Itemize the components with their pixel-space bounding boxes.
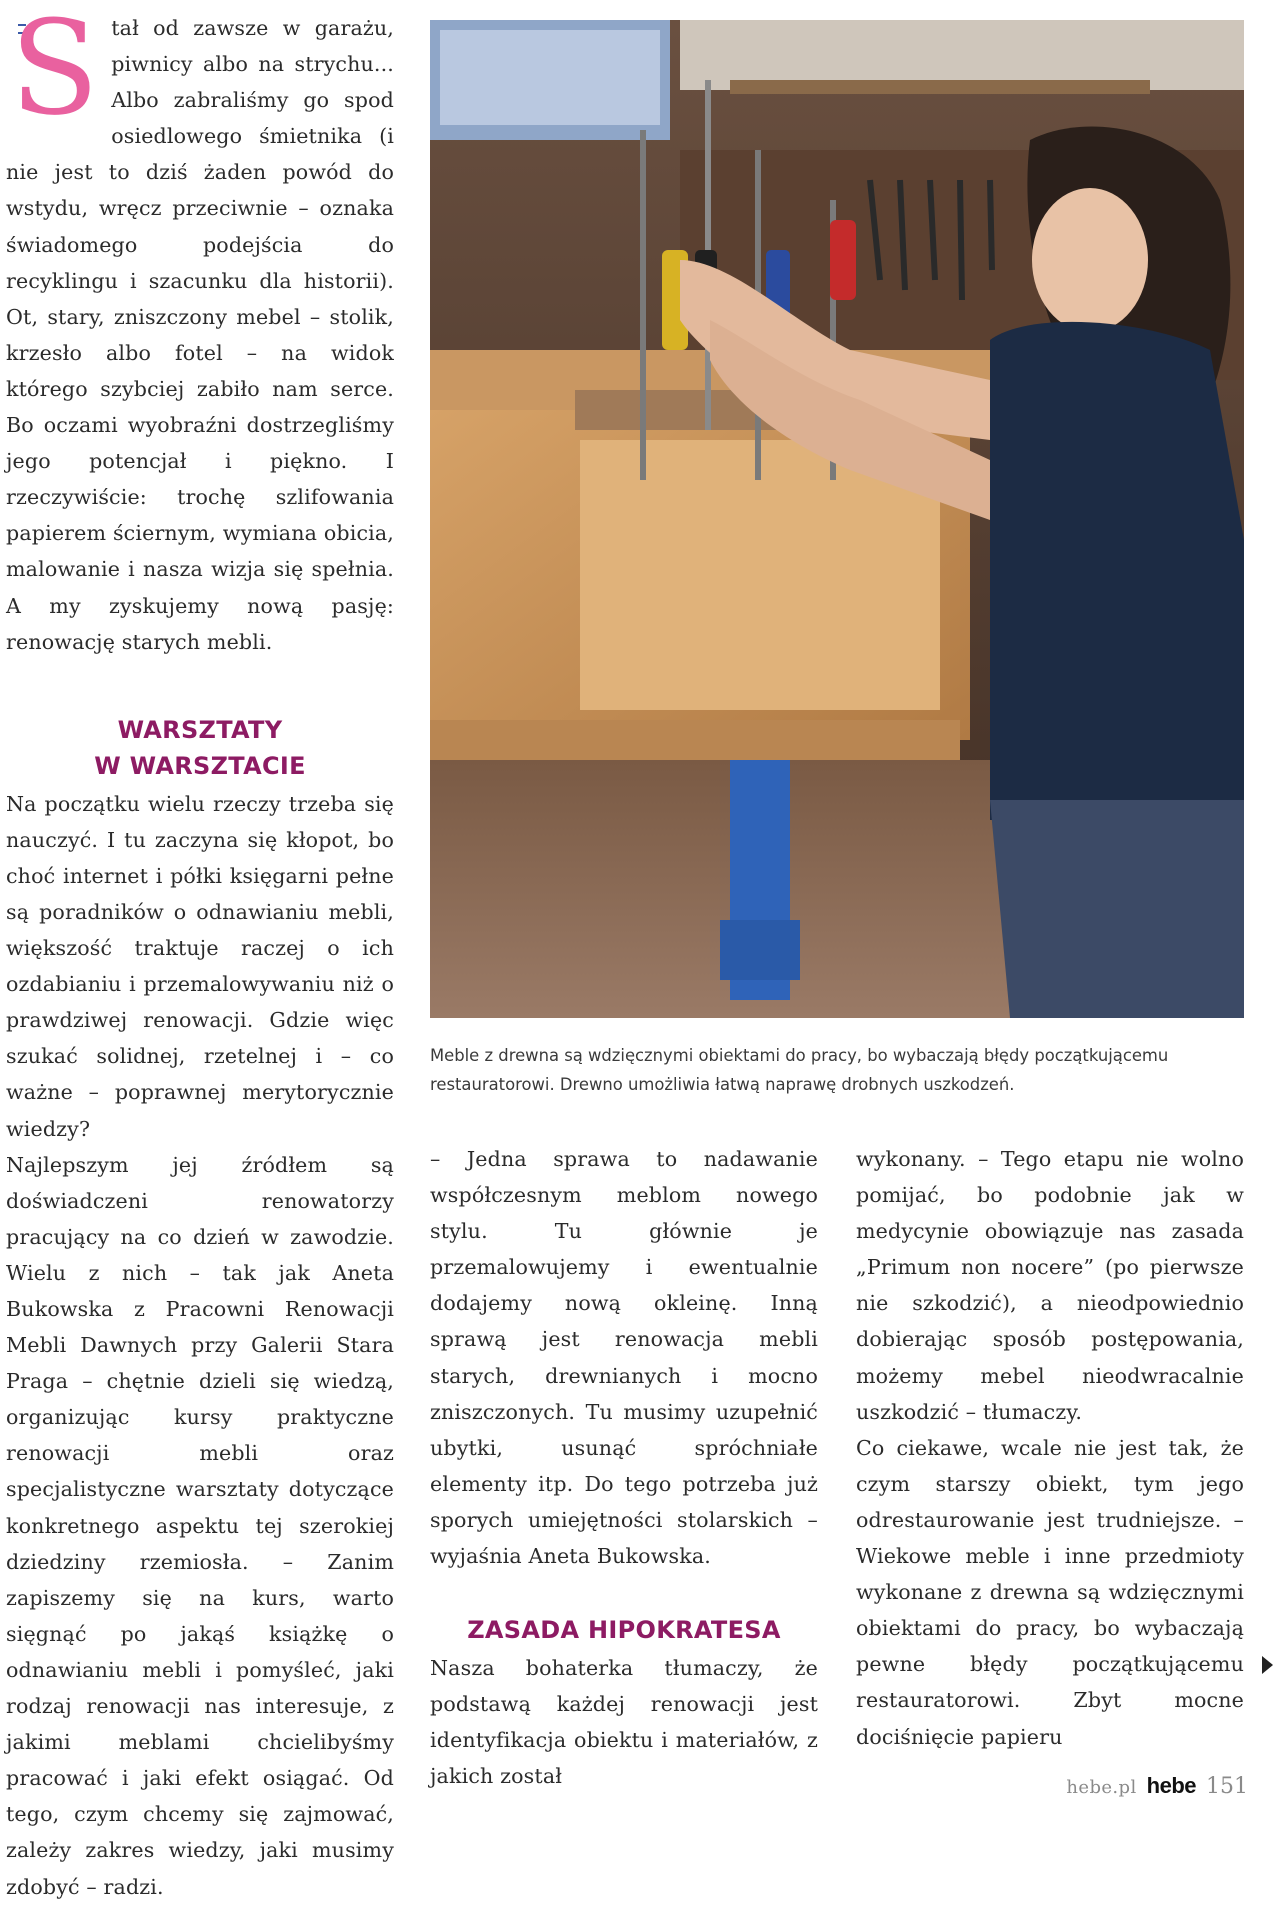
article-column-3 [856, 1141, 1244, 1755]
paragraph: – Jedna sprawa to nadawanie współczesnym meblom nowego stylu. Tu głównie je przemalowujemy i ewentualnie dodajemy nową okleinę. Inną sprawą jest renowacja mebli starych, drewnianych i mocno zniszczonych. Tu musimy uzupełnić ubytki, usunąć spróchniałe elementy itp. Do tego potrzeba już sporych umiejętności stolarskich – wyjaśnia Aneta Bukowska. [430, 1147, 818, 1569]
photo-caption: Meble z drewna są wdzięcznymi obiektami do pracy, bo wybaczają błędy początkującemu restauratorowi. Drewno umożliwia łatwą naprawę drobnych uszkodzeń. [430, 1046, 1169, 1094]
paragraph: Nasza bohaterka tłumaczy, że podstawą każdej renowacji jest identyfikacja obiektu i materiałów, z jakich został [430, 1656, 818, 1789]
drop-cap: S [10, 0, 100, 144]
section-heading-hipokratesa: ZASADA HIPOKRATESA [467, 1616, 781, 1645]
paragraph: wykonany. – Tego etapu nie wolno pomijać, bo podobnie jak w medycynie obowiązuje nas zasada „Primum non nocere” (po pierwsze nie szkodzić), a nieodpowiednio dobierając sposób postępowania, możemy mebel nieodwracalnie uszkodzić – tłumaczy. [856, 1147, 1244, 1424]
article-column-2 [430, 1141, 818, 1795]
paragraph: Co ciekawe, wcale nie jest tak, że czym starszy obiekt, tym jego odrestaurowanie jest trudniejsze. – Wiekowe meble i inne przedmioty wykonane z drewna są wdzięcznymi obiektami do pracy, bo wybaczają pewne błędy początkującemu restauratorowi. Zbyt mocne dociśnięcie papieru [856, 1435, 1244, 1749]
section-heading-line-1: WARSZTATY [117, 715, 283, 744]
lead-text: tał od zawsze w garażu, piwnicy albo na strychu... Albo zabraliśmy go spod osiedlowego śmietnika (i nie jest to dziś żaden powód do wstydu, wręcz przeciwnie – oznaka świadomego podejścia do recyklingu i szacunku dla historii). Ot, stary, zniszczony mebel – stolik, krzesło albo fotel – na widok którego szybciej zabiło nam serce. Bo oczami wyobraźni dostrzegliśmy jego potencjał i piękno. I rzeczywiście: trochę szlifowania papierem ściernym, wymiana obicia, malowanie i nasza wizja się spełnia. A my zyskujemy nową pasję: renowację starych mebli. [6, 16, 394, 654]
workshop-photo [430, 20, 1244, 1018]
section-heading-warsztaty [6, 712, 394, 784]
paragraph: Najlepszym jej źródłem są doświadczeni renowatorzy pracujący na co dzień w zawodzie. Wielu z nich – tak jak Aneta Bukowska z Pracowni Renowacji Mebli Dawnych przy Galerii Stara Praga – chętnie dzieli się wiedzą, organizując kursy praktyczne renowacji mebli oraz specjalistyczne warsztaty dotyczące konkretnego aspektu tej szerokiej dziedziny rzemiosła. – Zanim zapiszemy się na kurs, warto sięgnąć po jakąś książkę o odnawianiu mebli i pomyśleć, jaki rodzaj renowacji nas interesuje, z jakimi meblami chcielibyśmy pracować i jaki efekt osiągać. Od tego, czym chcemy się zajmować, zależy zakres wiedzy, jaki musimy zdobyć – radzi. [6, 1152, 394, 1899]
section-heading-line-2: W WARSZTACIE [94, 751, 306, 780]
continue-arrow-icon [1262, 1656, 1273, 1674]
lead-paragraph [6, 0, 394, 660]
footer-site: hebe.pl [1066, 1777, 1137, 1798]
page-number: 151 [1206, 1774, 1248, 1799]
footer-brand-logo: hebe [1146, 1773, 1196, 1798]
page-footer [1066, 1773, 1248, 1799]
photo-illustration [430, 20, 1244, 1018]
article-column-1 [6, 0, 394, 1905]
paragraph: Na początku wielu rzeczy trzeba się nauczyć. I tu zaczyna się kłopot, bo choć internet i półki księgarni pełne są poradników o odnawianiu mebli, większość traktuje raczej o ich ozdabianiu i przemalowywaniu niż o prawdziwej renowacji. Gdzie więc szukać solidnej, rzetelnej i – co ważne – poprawnej merytorycznie wiedzy? [6, 791, 394, 1141]
